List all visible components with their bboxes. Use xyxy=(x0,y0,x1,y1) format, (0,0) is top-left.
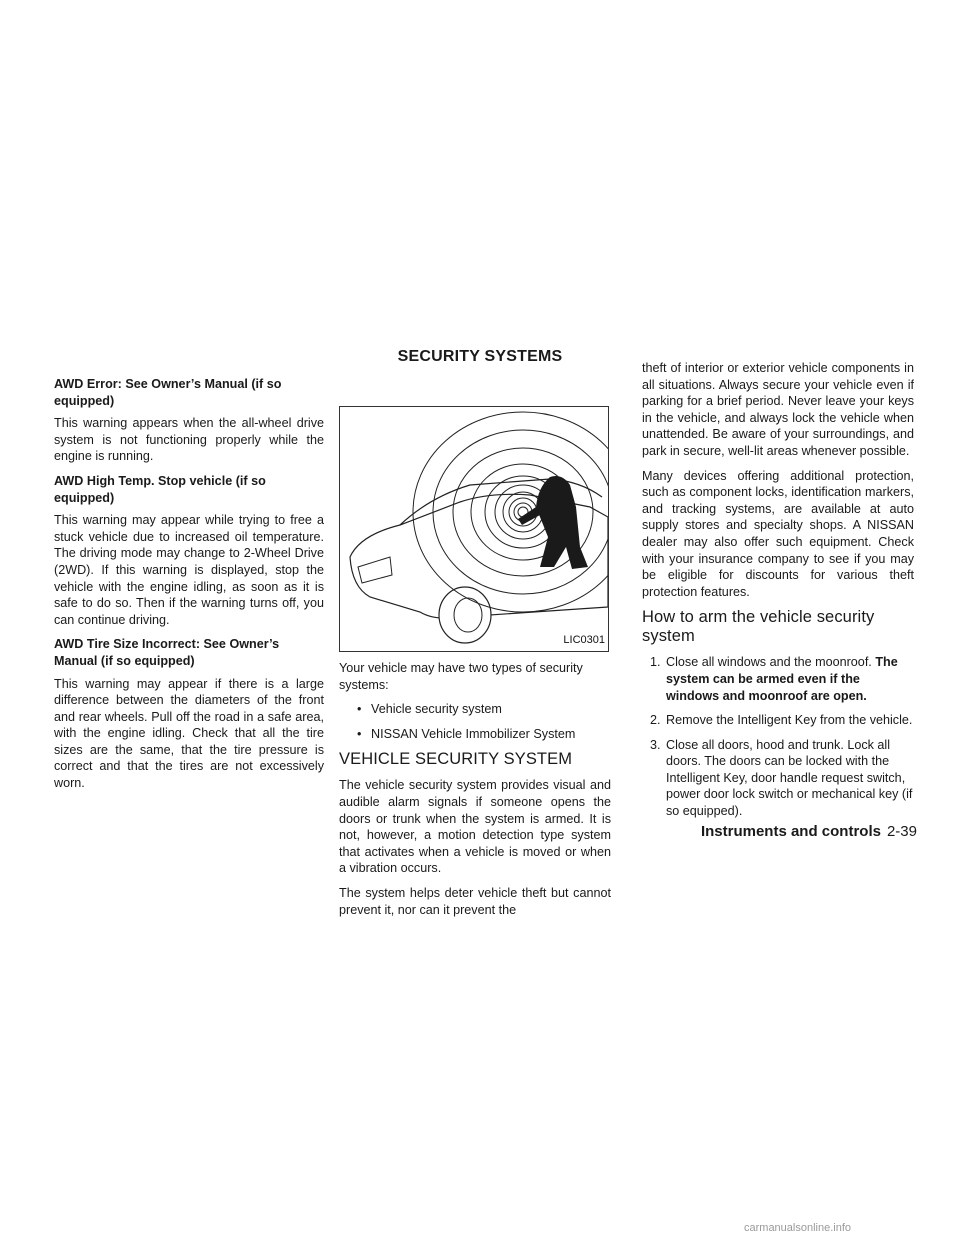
car-alarm-drawing xyxy=(340,407,608,651)
paragraph-deter-theft: The system helps deter vehicle theft but cannot prevent it, nor can it prevent the xyxy=(339,885,611,917)
list-item: • Vehicle security system xyxy=(357,702,502,717)
paragraph-additional-protection: Many devices offering additional protection, such as component locks, identification markers, and tracking systems, are available at auto supply stores and specialty shops. A NISSAN dealer may also offer such equipment. Check with your insurance company to see if you may be eligible for discounts for various theft protection features. xyxy=(642,468,914,599)
column-2 xyxy=(339,376,611,926)
paragraph-awd-high-temp: This warning may appear while trying to free a stuck vehicle due to increased oil temperature. The driving mode may change to 2-Wheel Drive (2WD). If this warning is displayed, stop the vehicle with the engine idling, as soon as it is safe to do so. Then if the warning turns off, you can continue driving. xyxy=(54,513,324,627)
paragraph-vehicle-security: The vehicle security system provides visual and audible alarm signals if someone opens the doors or trunk when the system is armed. It is not, however, a motion detection type system that activates when a vehicle is moved or when a vibration occurs. xyxy=(339,778,611,876)
chapter-name: Instruments and controls xyxy=(700,823,881,840)
security-illustration xyxy=(339,406,609,652)
intro-paragraph: Your vehicle may have two types of security systems: xyxy=(339,661,583,692)
watermark: carmanualsonline.info xyxy=(744,1222,852,1234)
column-1 xyxy=(54,376,324,800)
paragraph-awd-error: This warning appears when the all-wheel drive system is not functioning properly while the engine is running. xyxy=(54,416,324,464)
heading-awd-tire-size: AWD Tire Size Incorrect: See Owner’s Manual (if so equipped) xyxy=(54,637,280,668)
section-title: SECURITY SYSTEMS xyxy=(397,348,563,365)
paragraph-theft-components: theft of interior or exterior vehicle components in all situations. Always secure your vehicle even if parking for a brief period. Never leave your keys in the vehicle, and always lock the vehicle when unattended. Be aware of your surroundings, and park in secure, well-lit areas whenever possible. xyxy=(642,361,914,458)
page-footer xyxy=(642,823,917,840)
heading-awd-error: AWD Error: See Owner’s Manual (if so equipped) xyxy=(54,377,282,408)
list-item: 2. Remove the Intelligent Key from the vehicle. xyxy=(650,713,913,728)
list-item: 1. Close all windows and the moonroof. The system can be armed even if the windows and moonroof are open. xyxy=(650,655,898,703)
page-number: 2-39 xyxy=(886,823,917,840)
heading-how-to-arm: How to arm the vehicle security system xyxy=(642,608,875,646)
heading-vehicle-security-system: VEHICLE SECURITY SYSTEM xyxy=(339,750,573,769)
arming-steps xyxy=(642,654,914,819)
security-system-list xyxy=(339,701,611,742)
heading-awd-high-temp: AWD High Temp. Stop vehicle (if so equipped) xyxy=(54,473,266,505)
paragraph-awd-tire-size: This warning may appear if there is a large difference between the diameters of the front and rear wheels. Pull off the road in a safe area, with the engine idling. Check that all the tire sizes are the same, that the tire pressure is correct and that the tires are not excessively worn. xyxy=(54,676,324,791)
list-item: 3. Close all doors, hood and trunk. Lock all doors. The doors can be locked with the Intelligent Key, door handle request switch, power door lock switch or mechanical key (if so equipped). xyxy=(650,737,913,819)
arming-note: The system can be armed even if the windows and moonroof are open. xyxy=(666,655,898,703)
column-3 xyxy=(642,360,914,828)
figure-label: LIC0301 xyxy=(563,634,605,647)
list-item: • NISSAN Vehicle Immobilizer System xyxy=(357,726,576,741)
